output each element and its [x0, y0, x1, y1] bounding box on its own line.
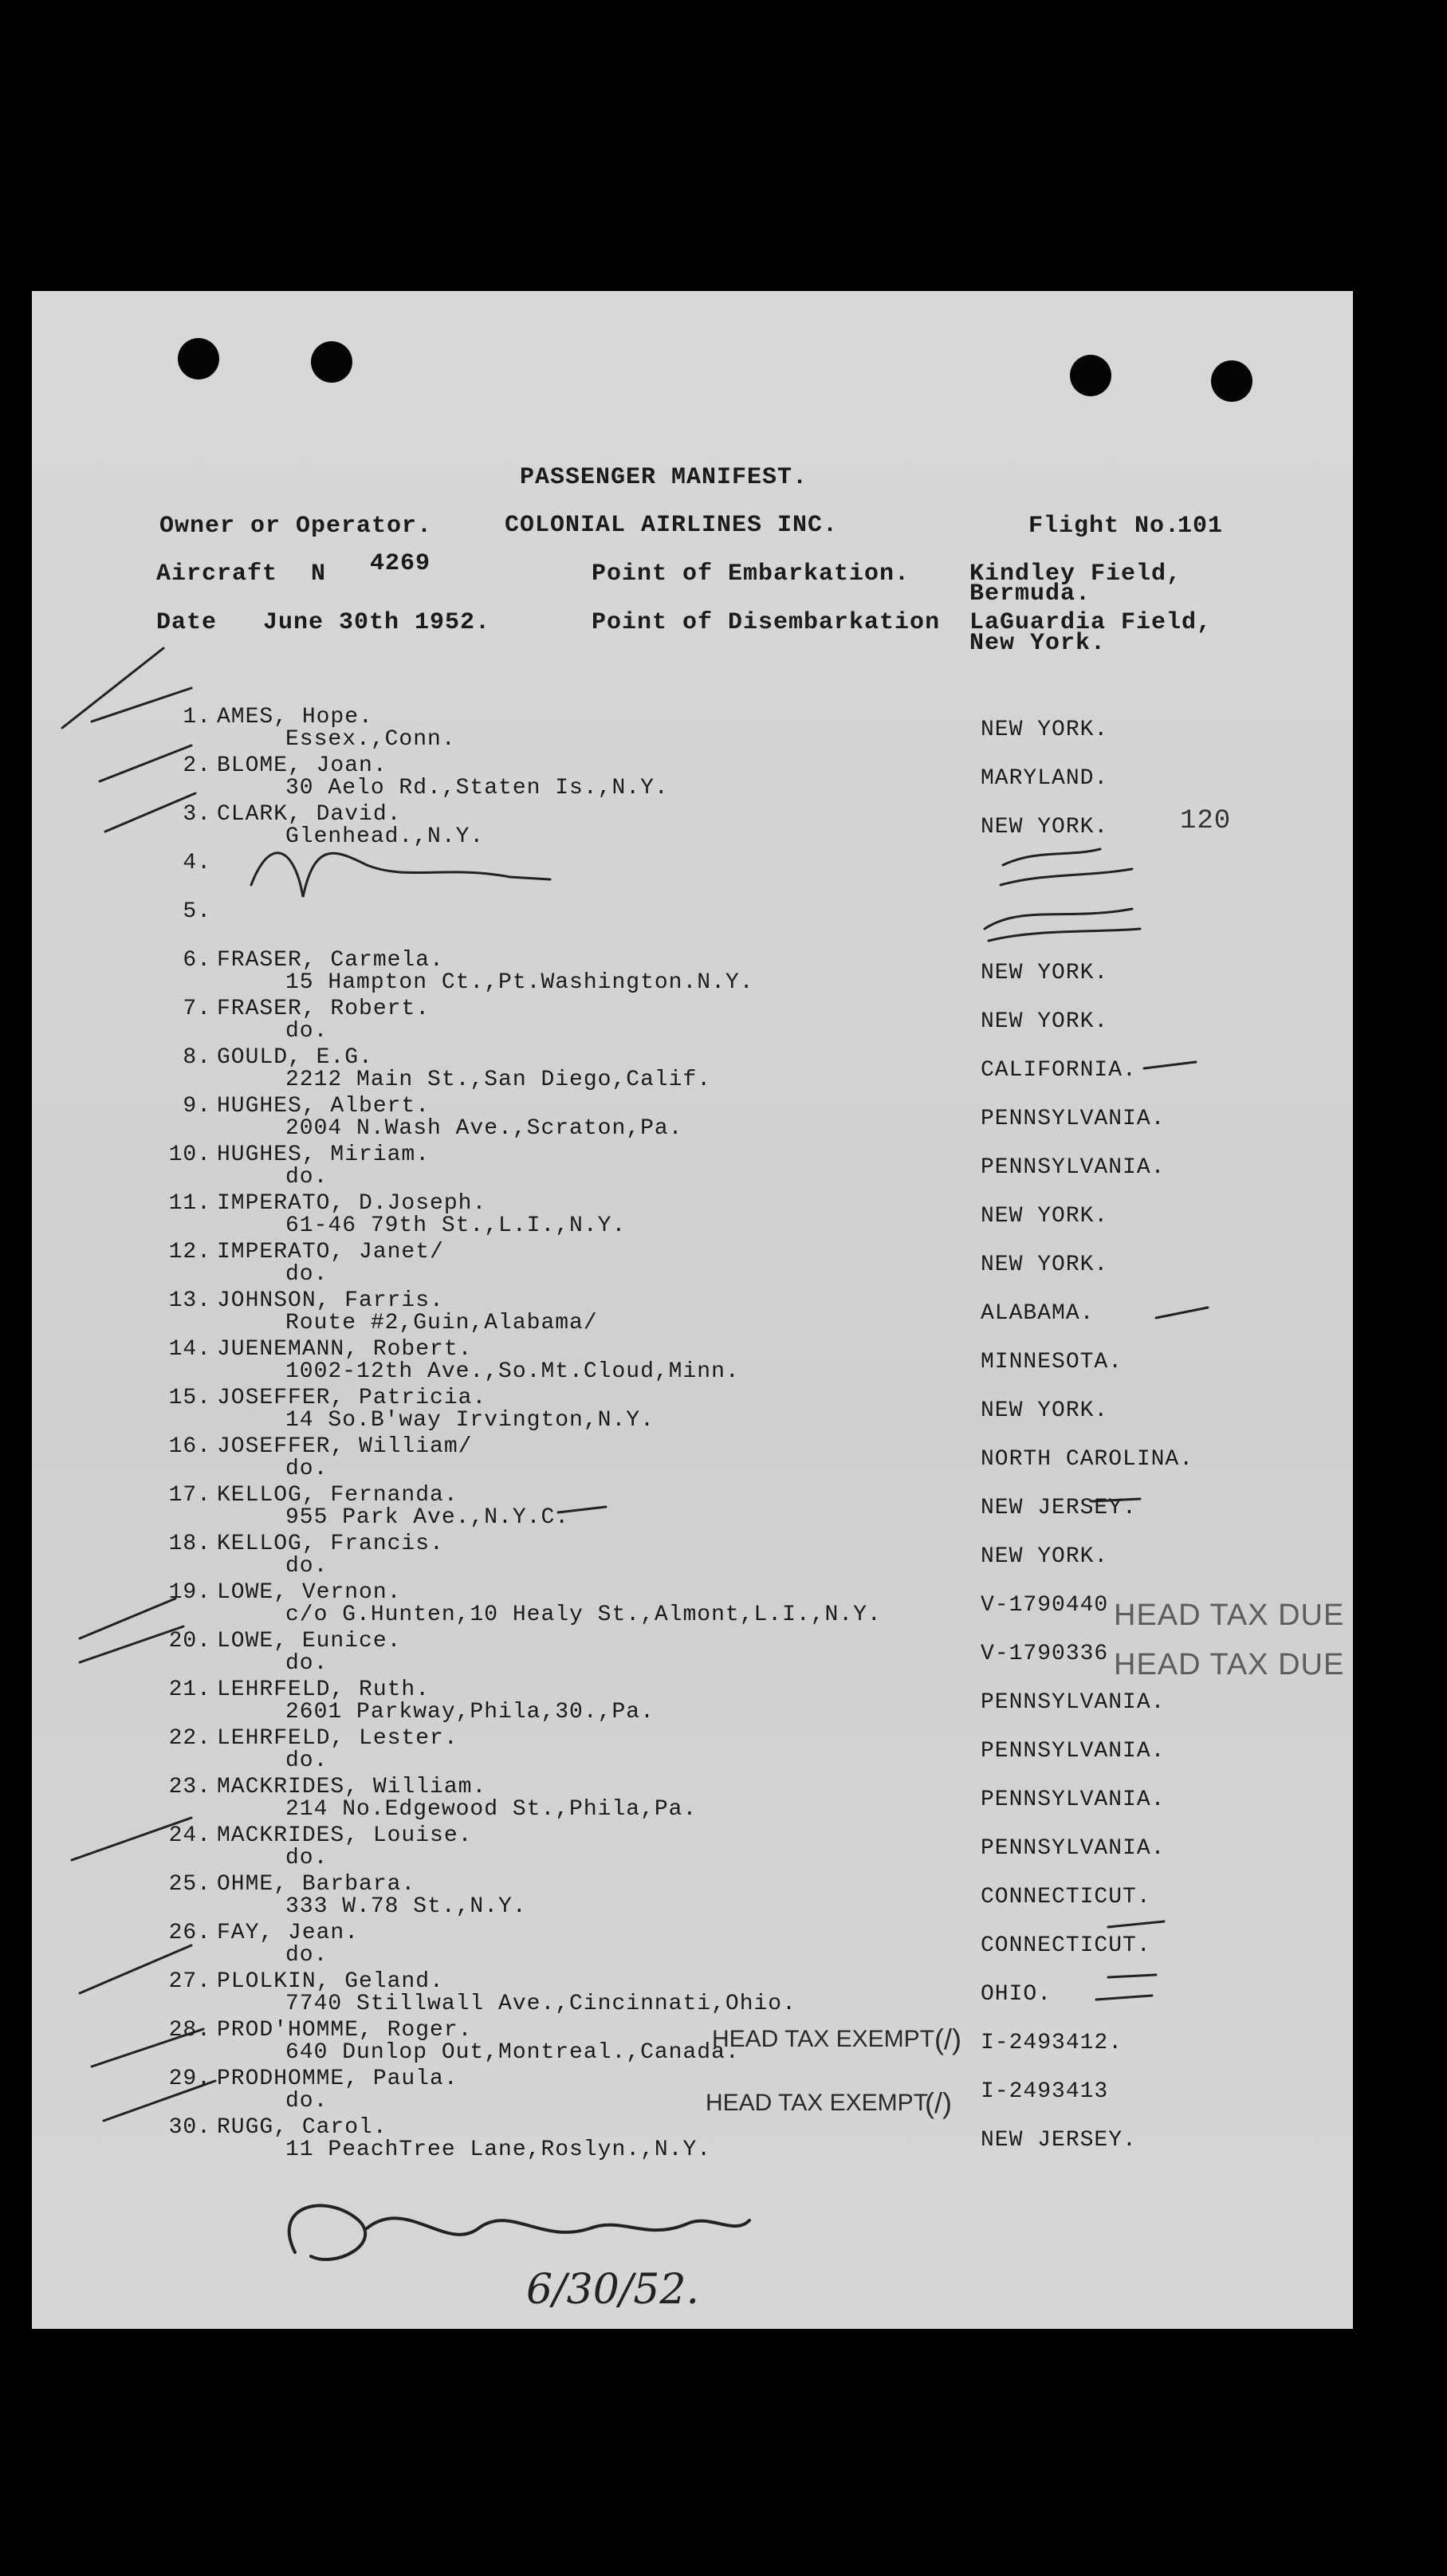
exempt-mark: (/) — [934, 2023, 961, 2055]
passenger-name: LEHRFELD, Ruth. — [217, 1677, 431, 1702]
check-mark — [92, 2029, 203, 2067]
aircraft-label: Aircraft — [156, 560, 278, 588]
date-label: Date — [156, 609, 218, 636]
aircraft-prefix: N — [311, 560, 327, 588]
embark-value: Bermuda. — [969, 580, 1091, 608]
row-number: 8. — [183, 1045, 211, 1070]
passenger-name: JOSEFFER, William/ — [217, 1434, 473, 1459]
head-tax-due-stamp: HEAD TAX DUE — [1114, 1648, 1345, 1681]
passenger-name: IMPERATO, D.Joseph. — [217, 1191, 487, 1216]
passenger-name: OHME, Barbara. — [217, 1872, 416, 1897]
passenger-destination: PENNSYLVANIA. — [981, 1787, 1166, 1812]
passenger-address: 14 So.B'way Irvington,N.Y. — [285, 1408, 655, 1433]
initials-ebm — [1001, 849, 1132, 885]
passenger-address: do. — [285, 1554, 328, 1579]
passenger-destination: I-2493413 — [981, 2079, 1109, 2104]
passenger-destination: MARYLAND. — [981, 766, 1109, 791]
check-mark — [62, 648, 163, 728]
row-number: 13. — [168, 1288, 211, 1313]
row-number: 9. — [183, 1094, 211, 1119]
passenger-destination: V-1790336 — [981, 1642, 1109, 1666]
passenger-name: HUGHES, Albert. — [217, 1094, 431, 1119]
passenger-destination: NEW YORK. — [981, 961, 1109, 985]
check-mark — [105, 793, 195, 832]
row-number: 12. — [168, 1240, 211, 1264]
row-number: 1. — [183, 705, 211, 730]
row-number: 2. — [183, 753, 211, 778]
row-number: 26. — [168, 1921, 211, 1945]
head-tax-exempt-stamp: HEAD TAX EXEMPT — [712, 2026, 934, 2052]
passenger-name: JUENEMANN, Robert. — [217, 1337, 473, 1362]
passenger-destination: OHIO. — [981, 1982, 1052, 2007]
passenger-address: Route #2,Guin,Alabama/ — [285, 1311, 598, 1335]
passenger-name: LOWE, Vernon. — [217, 1580, 402, 1605]
passenger-destination: ALABAMA. — [981, 1301, 1095, 1326]
strike-scribble — [251, 853, 550, 897]
passenger-name: CLARK, David. — [217, 802, 402, 827]
passenger-address: 2212 Main St.,San Diego,Calif. — [285, 1068, 712, 1092]
check-mark — [1108, 1975, 1156, 1977]
row-number: 23. — [168, 1775, 211, 1799]
passenger-address: do. — [285, 1165, 328, 1190]
flight-value: 101 — [1178, 513, 1224, 540]
passenger-address: 214 No.Edgewood St.,Phila,Pa. — [285, 1797, 698, 1822]
row-number: 25. — [168, 1872, 211, 1897]
check-mark — [1108, 1921, 1164, 1927]
passenger-address: do. — [285, 1019, 328, 1044]
passenger-address: do. — [285, 2089, 328, 2114]
page-title: PASSENGER MANIFEST. — [520, 464, 808, 491]
passenger-name: FAY, Jean. — [217, 1921, 360, 1945]
row-number: 27. — [168, 1969, 211, 1994]
aircraft-number: 4269 — [370, 550, 431, 577]
embark-value: Kindley Field, — [969, 560, 1182, 588]
passenger-name: MACKRIDES, William. — [217, 1775, 487, 1799]
passenger-destination: CONNECTICUT. — [981, 1885, 1151, 1909]
passenger-address: 640 Dunlop Out,Montreal.,Canada. — [285, 2040, 740, 2065]
exempt-mark: (/) — [925, 2086, 952, 2119]
row-number: 3. — [183, 802, 211, 827]
passenger-destination: PENNSYLVANIA. — [981, 1836, 1166, 1861]
row-number: 20. — [168, 1629, 211, 1654]
passenger-name: LOWE, Eunice. — [217, 1629, 402, 1654]
passenger-destination: NORTH CAROLINA. — [981, 1447, 1194, 1472]
passenger-address: 7740 Stillwall Ave.,Cincinnati,Ohio. — [285, 1992, 796, 2016]
margin-number: 120 — [1180, 806, 1232, 836]
passenger-destination: NEW YORK. — [981, 1204, 1109, 1229]
passenger-name: PRODHOMME, Paula. — [217, 2067, 458, 2091]
passenger-name: RUGG, Carol. — [217, 2115, 387, 2140]
passenger-address: do. — [285, 1651, 328, 1676]
check-mark — [558, 1507, 606, 1512]
passenger-destination: I-2493412. — [981, 2031, 1123, 2055]
disembark-value: LaGuardia Field, — [969, 609, 1213, 636]
row-number: 7. — [183, 997, 211, 1021]
disembark-label: Point of Disembarkation — [592, 609, 941, 636]
passenger-destination: PENNSYLVANIA. — [981, 1690, 1166, 1715]
passenger-address: 333 W.78 St.,N.Y. — [285, 1894, 527, 1919]
embark-label: Point of Embarkation. — [592, 560, 910, 588]
handwriting-overlay — [32, 291, 1353, 2329]
passenger-name: MACKRIDES, Louise. — [217, 1823, 473, 1848]
initials-ebm — [985, 909, 1140, 941]
check-mark — [1156, 1308, 1208, 1318]
check-mark — [104, 2081, 215, 2121]
passenger-destination: NEW JERSEY. — [981, 2128, 1137, 2153]
passenger-address: 955 Park Ave.,N.Y.C. — [285, 1505, 570, 1530]
row-number: 6. — [183, 948, 211, 973]
passenger-destination: CALIFORNIA. — [981, 1058, 1137, 1083]
passenger-name: FRASER, Robert. — [217, 997, 431, 1021]
check-mark — [100, 745, 191, 781]
row-number: 17. — [168, 1483, 211, 1508]
passenger-destination: V-1790440 — [981, 1593, 1109, 1618]
row-number: 10. — [168, 1142, 211, 1167]
passenger-address: 2601 Parkway,Phila,30.,Pa. — [285, 1700, 655, 1725]
signature — [289, 2205, 749, 2259]
passenger-destination: NEW YORK. — [981, 1544, 1109, 1569]
flight-label: Flight No. — [1028, 513, 1181, 540]
passenger-name: LEHRFELD, Lester. — [217, 1726, 458, 1751]
date-value: June 30th 1952. — [263, 609, 491, 636]
passenger-destination: PENNSYLVANIA. — [981, 1155, 1166, 1180]
passenger-destination: CONNECTICUT. — [981, 1933, 1151, 1958]
passenger-name: JOSEFFER, Patricia. — [217, 1386, 487, 1410]
passenger-name: BLOME, Joan. — [217, 753, 387, 778]
passenger-name: PLOLKIN, Geland. — [217, 1969, 444, 1994]
row-number: 24. — [168, 1823, 211, 1848]
row-number: 21. — [168, 1677, 211, 1702]
passenger-address: Glenhead.,N.Y. — [285, 824, 485, 849]
owner-value: COLONIAL AIRLINES INC. — [505, 512, 839, 539]
passenger-destination: NEW YORK. — [981, 815, 1109, 840]
row-number: 4. — [183, 851, 211, 875]
passenger-address: 2004 N.Wash Ave.,Scraton,Pa. — [285, 1116, 683, 1141]
check-mark — [80, 1945, 191, 1993]
owner-label: Owner or Operator. — [159, 513, 433, 540]
passenger-name: KELLOG, Francis. — [217, 1532, 444, 1556]
row-number: 14. — [168, 1337, 211, 1362]
passenger-name: AMES, Hope. — [217, 705, 373, 730]
check-mark — [1144, 1062, 1196, 1068]
passenger-destination: NEW YORK. — [981, 1398, 1109, 1423]
check-mark — [1096, 1996, 1152, 2000]
row-number: 11. — [168, 1191, 211, 1216]
passenger-address: 30 Aelo Rd.,Staten Is.,N.Y. — [285, 776, 669, 800]
passenger-address: 1002-12th Ave.,So.Mt.Cloud,Minn. — [285, 1359, 740, 1384]
check-mark — [1092, 1499, 1140, 1501]
passenger-destination: MINNESOTA. — [981, 1350, 1123, 1375]
row-number: 18. — [168, 1532, 211, 1556]
row-number: 5. — [183, 899, 211, 924]
passenger-name: FRASER, Carmela. — [217, 948, 444, 973]
row-number: 16. — [168, 1434, 211, 1459]
row-number: 19. — [168, 1580, 211, 1605]
check-mark — [72, 1818, 191, 1860]
head-tax-due-stamp: HEAD TAX DUE — [1114, 1599, 1345, 1632]
disembark-value: New York. — [969, 630, 1107, 657]
manifest-sheet — [32, 291, 1353, 2329]
row-number: 22. — [168, 1726, 211, 1751]
passenger-address: Essex.,Conn. — [285, 727, 456, 752]
passenger-name: GOULD, E.G. — [217, 1045, 373, 1070]
passenger-address: do. — [285, 1943, 328, 1968]
row-number: 28. — [168, 2018, 211, 2043]
passenger-address: do. — [285, 1846, 328, 1870]
passenger-name: JOHNSON, Farris. — [217, 1288, 444, 1313]
passenger-address: c/o G.Hunten,10 Healy St.,Almont,L.I.,N.Y. — [285, 1603, 882, 1627]
passenger-destination: NEW YORK. — [981, 1253, 1109, 1277]
passenger-address: 15 Hampton Ct.,Pt.Washington.N.Y. — [285, 970, 754, 995]
passenger-address: do. — [285, 1262, 328, 1287]
passenger-name: PROD'HOMME, Roger. — [217, 2018, 473, 2043]
passenger-destination: NEW YORK. — [981, 1009, 1109, 1034]
passenger-name: HUGHES, Miriam. — [217, 1142, 431, 1167]
row-number: 29. — [168, 2067, 211, 2091]
passenger-address: 61-46 79th St.,L.I.,N.Y. — [285, 1213, 627, 1238]
row-number: 15. — [168, 1386, 211, 1410]
passenger-name: IMPERATO, Janet/ — [217, 1240, 444, 1264]
passenger-address: 11 PeachTree Lane,Roslyn.,N.Y. — [285, 2137, 712, 2162]
passenger-address: do. — [285, 1748, 328, 1773]
passenger-destination: PENNSYLVANIA. — [981, 1107, 1166, 1131]
head-tax-exempt-stamp: HEAD TAX EXEMPT — [706, 2090, 928, 2116]
passenger-destination: PENNSYLVANIA. — [981, 1739, 1166, 1764]
passenger-destination: NEW JERSEY. — [981, 1496, 1137, 1520]
passenger-address: do. — [285, 1457, 328, 1481]
passenger-name: KELLOG, Fernanda. — [217, 1483, 458, 1508]
signature-date: 6/30/52. — [526, 2266, 699, 2314]
passenger-destination: NEW YORK. — [981, 718, 1109, 742]
check-mark — [80, 1599, 175, 1638]
row-number: 30. — [168, 2115, 211, 2140]
